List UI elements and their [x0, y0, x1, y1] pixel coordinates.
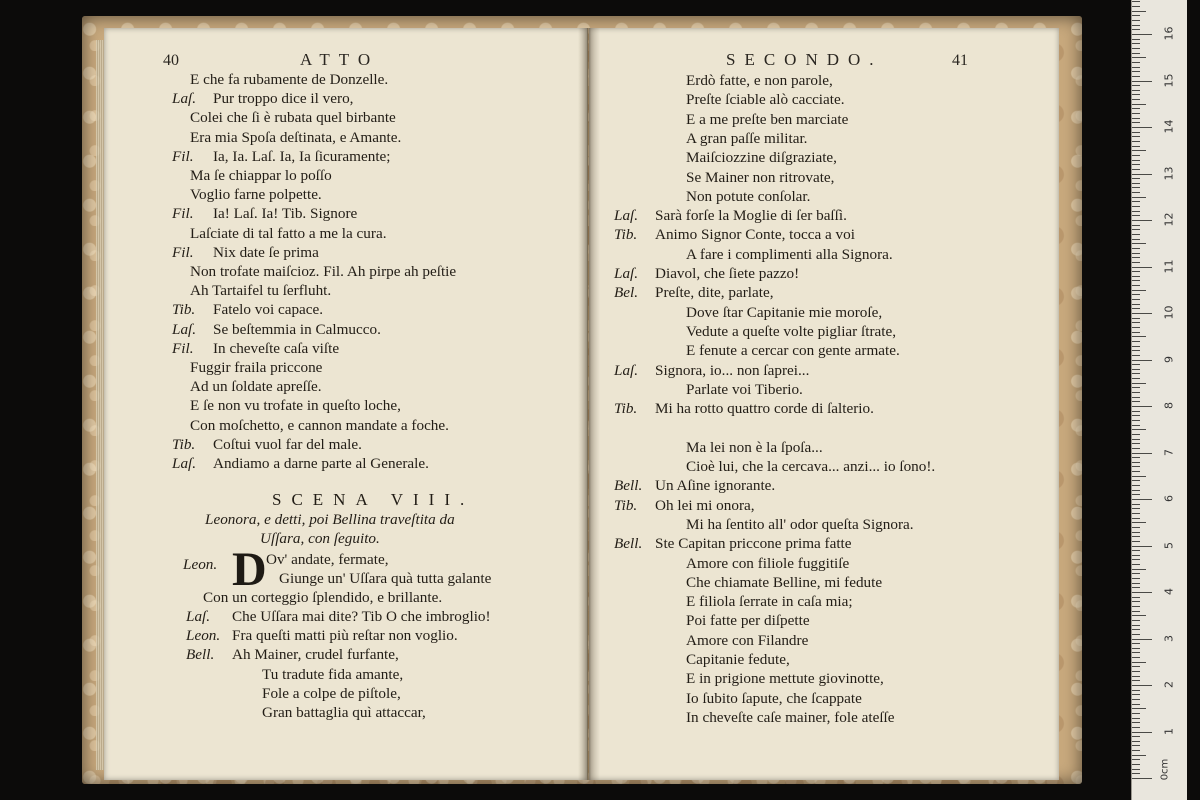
- ruler-tick: [1132, 48, 1140, 49]
- verse-line: Preſte, dite, parlate,: [655, 284, 774, 302]
- speaker-label: Fil.: [172, 243, 194, 261]
- ruler-tick: [1132, 508, 1140, 509]
- ruler-tick: [1132, 499, 1152, 500]
- verse-line: Gran battaglia quì attaccar,: [262, 704, 426, 721]
- ruler-tick: [1132, 406, 1152, 407]
- ruler-tick: [1132, 443, 1140, 444]
- ruler-tick: [1132, 164, 1140, 165]
- ruler-tick: [1132, 71, 1140, 72]
- verse-line: Sarà forſe la Moglie di ſer baſſì.: [655, 207, 847, 225]
- ruler-tick: [1132, 304, 1140, 305]
- ruler-number: 10: [1162, 305, 1176, 320]
- speaker-label: Fil.: [172, 147, 194, 165]
- verse-line: Andiamo a darne parte al Generale.: [213, 455, 429, 472]
- verse-line: Colei che ſi è rubata quel birbante: [190, 109, 396, 127]
- ruler-tick: [1132, 243, 1146, 244]
- ruler-tick: [1132, 104, 1146, 105]
- ruler-tick: [1132, 415, 1140, 416]
- left-page-number: 40: [163, 52, 179, 69]
- ruler-tick: [1132, 318, 1140, 319]
- verse-line: Con moſchetto, e cannon mandate a foche.: [190, 416, 449, 434]
- verse-line: Fatelo voi capace.: [213, 301, 324, 319]
- ruler-tick: [1132, 174, 1152, 175]
- verse-line: E ſe non vu trofate in queſto loche,: [190, 397, 401, 415]
- ruler-tick: [1132, 569, 1146, 570]
- leon-speaker: Leon.: [183, 556, 218, 573]
- ruler-tick: [1132, 425, 1140, 426]
- ruler-tick: [1132, 146, 1140, 147]
- ruler-tick: [1132, 429, 1146, 430]
- right-page-header: SECONDO.: [726, 50, 883, 69]
- ruler-tick: [1132, 122, 1140, 123]
- verse-line: Ma ſe chiappar lo poſſo: [190, 167, 332, 184]
- ruler-tick: [1132, 313, 1152, 314]
- ruler-tick: [1132, 485, 1140, 486]
- ruler-tick: [1132, 53, 1140, 54]
- ruler-tick: [1132, 573, 1140, 574]
- ruler-number: 6: [1162, 495, 1176, 502]
- ruler-tick: [1132, 108, 1140, 109]
- verse-line: Capitanie fedute,: [686, 651, 790, 668]
- ruler-tick: [1132, 718, 1140, 719]
- verse-line: Se beſtemmia in Calmucco.: [213, 320, 381, 338]
- ruler-tick: [1132, 94, 1140, 95]
- ruler-number: 8: [1162, 402, 1176, 409]
- ruler-tick: [1132, 39, 1140, 40]
- scene-description-1: Leonora, e detti, poi Bellina traveſtita da: [205, 511, 455, 528]
- measurement-ruler: [1131, 0, 1187, 800]
- ruler-tick: [1132, 536, 1140, 537]
- ruler-tick: [1132, 150, 1146, 151]
- ruler-tick: [1132, 29, 1140, 30]
- ruler-tick: [1132, 708, 1146, 709]
- ruler-tick: [1132, 85, 1140, 86]
- ruler-tick: [1132, 43, 1140, 44]
- ruler-tick: [1132, 639, 1152, 640]
- verse-line: Amore con filiole fuggitiſe: [686, 554, 850, 572]
- verse-line: Signora, io... non ſaprei...: [655, 361, 810, 379]
- ruler-tick: [1132, 666, 1140, 667]
- right-page-number: 41: [952, 52, 968, 69]
- ruler-tick: [1132, 620, 1140, 621]
- verse-line: Erdò fatte, e non parole,: [686, 72, 833, 89]
- speaker-label: Tib.: [614, 496, 638, 514]
- ruler-tick: [1132, 141, 1140, 142]
- ruler-tick: [1132, 448, 1140, 449]
- verse-line: Laſciate di tal fatto a me la cura.: [190, 224, 387, 242]
- ruler-tick: [1132, 541, 1140, 542]
- verse-line: Ste Capitan priccone prima fatte: [655, 535, 852, 553]
- ruler-tick: [1132, 132, 1140, 133]
- ruler-tick: [1132, 420, 1140, 421]
- ruler-tick: [1132, 518, 1140, 519]
- ruler-tick: [1132, 155, 1140, 156]
- ruler-tick: [1132, 643, 1140, 644]
- ruler-number: 7: [1162, 448, 1176, 456]
- verse-line: Ad un ſoldate apreſſe.: [190, 378, 322, 396]
- ruler-tick: [1132, 76, 1140, 77]
- ruler-tick: [1132, 462, 1140, 463]
- ruler-tick: [1132, 597, 1140, 598]
- ruler-tick: [1132, 280, 1140, 281]
- ruler-tick: [1132, 160, 1140, 161]
- ruler-tick: [1132, 392, 1140, 393]
- verse-line: Ah Tartaifel tu ſerfluht.: [190, 282, 332, 300]
- ruler-tick: [1132, 634, 1140, 635]
- ruler-tick: [1132, 360, 1152, 361]
- verse-line: Dove ſtar Capitanie mie moroſe,: [686, 303, 883, 321]
- verse-line: E a me preſte ben marciate: [686, 110, 849, 128]
- ruler-tick: [1132, 267, 1152, 268]
- ruler-number: 5: [1162, 541, 1176, 549]
- verse-line: A fare i complimenti alla Signora.: [686, 245, 893, 263]
- ruler-tick: [1132, 513, 1140, 514]
- left-page-header: ATTO: [300, 50, 380, 69]
- ruler-tick: [1132, 592, 1152, 593]
- ruler-number: 13: [1162, 166, 1176, 180]
- speaker-label: Fil.: [172, 339, 194, 357]
- speaker-label: Bell.: [186, 646, 215, 664]
- verse-line: E che fa rubamente de Donzelle.: [190, 71, 389, 88]
- ruler-tick: [1132, 387, 1140, 388]
- ruler-tick: [1132, 373, 1140, 374]
- ruler-tick: [1132, 648, 1140, 649]
- ruler-tick: [1132, 239, 1140, 240]
- ruler-tick: [1132, 722, 1140, 723]
- ruler-tick: [1132, 127, 1152, 128]
- speaker-label: Bell.: [614, 477, 643, 495]
- ruler-tick: [1132, 471, 1140, 472]
- ruler-tick: [1132, 206, 1140, 207]
- verse-line: Fuggir fraila priccone: [190, 359, 323, 376]
- ruler-tick: [1132, 34, 1152, 35]
- ruler-tick: [1132, 764, 1140, 765]
- drop-cap: D: [232, 543, 267, 596]
- ruler-tick: [1132, 629, 1140, 630]
- ruler-tick: [1132, 350, 1140, 351]
- ruler-tick: [1132, 527, 1140, 528]
- ruler-tick: [1132, 57, 1146, 58]
- verse-line: Tu tradute fida amante,: [262, 665, 404, 683]
- ruler-tick: [1132, 20, 1140, 21]
- verse-line: Poi fatte per diſpette: [686, 612, 810, 630]
- verse-line: Non trofate maiſcioz. Fil. Ah pirpe ah peſtie: [190, 263, 457, 280]
- ruler-tick: [1132, 276, 1140, 277]
- ruler-tick: [1132, 625, 1140, 626]
- speaker-label: Tib.: [172, 435, 196, 453]
- ruler-tick: [1132, 183, 1140, 184]
- verse-line: Animo Signor Conte, tocca a voi: [655, 226, 855, 244]
- speaker-label: Laſ.: [614, 207, 639, 225]
- ruler-tick: [1132, 680, 1140, 681]
- ruler-tick: [1132, 583, 1140, 584]
- ruler-tick: [1132, 6, 1140, 7]
- verse-line: Non potute conſolar.: [686, 187, 811, 205]
- ruler-tick: [1132, 439, 1140, 440]
- verse-line: Mi ha rotto quattro corde di ſalterio.: [655, 400, 874, 418]
- verse-line: Se Mainer non ritrovate,: [686, 168, 835, 186]
- ruler-tick: [1132, 532, 1140, 533]
- verse-line: Pur troppo dice il vero,: [213, 90, 354, 108]
- ruler-tick: [1132, 601, 1140, 602]
- ruler-tick: [1132, 290, 1146, 291]
- ruler-tick: [1132, 611, 1140, 612]
- ruler-tick: [1132, 369, 1140, 370]
- speaker-label: Bell.: [614, 535, 643, 553]
- verse-line: In cheveſte caſe mainer, fole ateſſe: [686, 708, 895, 726]
- ruler-tick: [1132, 769, 1140, 770]
- ruler-tick: [1132, 211, 1140, 212]
- ruler-tick: [1132, 411, 1140, 412]
- ruler-tick: [1132, 169, 1140, 170]
- ruler-tick: [1132, 15, 1140, 16]
- ruler-tick: [1132, 522, 1146, 523]
- ruler-tick: [1132, 187, 1140, 188]
- ruler-tick: [1132, 750, 1140, 751]
- verse-line: Io ſubito ſapute, che ſcappate: [686, 689, 862, 707]
- verse-line: In cheveſte caſa viſte: [213, 339, 340, 357]
- verse-line: Diavol, che ſiete pazzo!: [655, 265, 800, 282]
- ruler-tick: [1132, 62, 1140, 63]
- speaker-label: Laſ.: [172, 90, 197, 108]
- ruler-tick: [1132, 113, 1140, 114]
- verse-line: Nix date ſe prima: [213, 243, 319, 261]
- verse-line: Era mia Spoſa deſtinata, e Amante.: [190, 128, 402, 146]
- ruler-tick: [1132, 257, 1140, 258]
- ruler-tick: [1132, 564, 1140, 565]
- speaker-label: Tib.: [614, 226, 638, 244]
- ruler-tick: [1132, 378, 1140, 379]
- ruler-tick: [1132, 676, 1140, 677]
- ruler-tick: [1132, 662, 1146, 663]
- ruler-tick: [1132, 671, 1140, 672]
- ruler-tick: [1132, 118, 1140, 119]
- ruler-tick: [1132, 215, 1140, 216]
- speaker-label: Bel.: [614, 284, 639, 302]
- ruler-tick: [1132, 694, 1140, 695]
- ruler-tick: [1132, 652, 1140, 653]
- verse-line: Che chiamate Belline, mi fedute: [686, 573, 883, 591]
- verse-line: Parlate voi Tiberio.: [686, 380, 803, 398]
- ruler-tick: [1132, 727, 1140, 728]
- scene-description-2: Uſſara, con ſeguito.: [260, 530, 380, 547]
- ruler-number: 9: [1162, 355, 1176, 363]
- ruler-tick: [1132, 480, 1140, 481]
- ruler-tick: [1132, 690, 1140, 691]
- verse-line: Cioè lui, che la cercava... anzi... io ſono!.: [686, 458, 936, 475]
- verse-line: E filiola ſerrate in caſa mia;: [686, 593, 853, 611]
- verse-line: Amore con Filandre: [686, 631, 809, 649]
- ruler-tick: [1132, 657, 1140, 658]
- ruler-tick: [1132, 299, 1140, 300]
- ruler-tick: [1132, 253, 1140, 254]
- ruler-tick: [1132, 262, 1140, 263]
- ruler-tick: [1132, 234, 1140, 235]
- ruler-tick: [1132, 332, 1140, 333]
- ruler-tick: [1132, 466, 1140, 467]
- ruler-tick: [1132, 550, 1140, 551]
- ruler-tick: [1132, 685, 1152, 686]
- leon-line-1: Ov' andate, fermate,: [266, 551, 389, 568]
- speaker-label: Laſ.: [186, 608, 211, 625]
- ruler-tick: [1132, 704, 1140, 705]
- ruler-tick: [1132, 745, 1140, 746]
- ruler-tick: [1132, 1, 1140, 2]
- ruler-tick: [1132, 759, 1140, 760]
- verse-line: Fole a colpe de piſtole,: [262, 684, 401, 702]
- ruler-tick: [1132, 225, 1140, 226]
- ruler-tick: [1132, 555, 1140, 556]
- ruler-number: 12: [1162, 212, 1176, 227]
- ruler-tick: [1132, 457, 1140, 458]
- ruler-number: 2: [1162, 681, 1176, 688]
- ruler-tick: [1132, 453, 1152, 454]
- speaker-label: Fil.: [172, 205, 194, 223]
- ruler-tick: [1132, 336, 1146, 337]
- leon-line-3: Con un corteggio ſplendido, e brillante.: [203, 589, 443, 606]
- ruler-tick: [1132, 397, 1140, 398]
- ruler-tick: [1132, 90, 1140, 91]
- ruler-tick: [1132, 192, 1140, 193]
- scene-title: SCENA VIII.: [272, 490, 475, 509]
- ruler-tick: [1132, 341, 1140, 342]
- verse-line: Oh lei mi onora,: [655, 496, 755, 514]
- ruler-tick: [1132, 178, 1140, 179]
- ruler-tick: [1132, 308, 1140, 309]
- ruler-tick: [1132, 732, 1152, 733]
- ruler-tick: [1132, 229, 1140, 230]
- verse-line: Mi ha ſentito all' odor queſta Signora.: [686, 515, 914, 533]
- speaker-label: Laſ.: [172, 455, 197, 472]
- verse-line: Ia! Laſ. Ia! Tib. Signore: [213, 205, 358, 223]
- verse-line: Un Aſine ignorante.: [655, 477, 776, 495]
- verse-line: Ah Mainer, crudel furfante,: [232, 646, 399, 664]
- verse-line: Ma lei non è la ſpoſa...: [686, 438, 823, 456]
- ruler-tick: [1132, 322, 1140, 323]
- speaker-label: Leon.: [186, 627, 221, 645]
- ruler-tick: [1132, 294, 1140, 295]
- ruler-tick: [1132, 67, 1140, 68]
- ruler-number: 14: [1162, 119, 1176, 134]
- ruler-unit-label: 0cm: [1159, 758, 1171, 781]
- verse-line: Che Uſſara mai dite? Tib O che imbroglio!: [232, 608, 491, 625]
- ruler-tick: [1132, 197, 1146, 198]
- verse-line: Coſtui vuol far del male.: [213, 435, 362, 453]
- verse-line: Preſte ſciable alò cacciate.: [686, 91, 845, 109]
- ruler-number: 15: [1162, 73, 1176, 87]
- verse-line: Fra queſti matti più reſtar non voglio.: [232, 627, 458, 645]
- verse-line: Vedute a queſte volte pigliar ſtrate,: [686, 322, 897, 340]
- ruler-tick: [1132, 755, 1146, 756]
- verse-line: E fenute a cercar con gente armate.: [686, 342, 900, 360]
- book-gutter: [578, 28, 600, 780]
- ruler-tick: [1132, 201, 1140, 202]
- ruler-tick: [1132, 327, 1140, 328]
- ruler-tick: [1132, 401, 1140, 402]
- ruler-tick: [1132, 346, 1140, 347]
- speaker-label: Tib.: [614, 400, 638, 418]
- ruler-number: 4: [1162, 588, 1176, 595]
- ruler-tick: [1132, 364, 1140, 365]
- speaker-label: Laſ.: [614, 265, 639, 282]
- ruler-tick: [1132, 25, 1140, 26]
- ruler-number: 1: [1162, 727, 1176, 735]
- ruler-tick: [1132, 741, 1140, 742]
- ruler-tick: [1132, 383, 1146, 384]
- ruler-tick: [1132, 736, 1140, 737]
- ruler-tick: [1132, 271, 1140, 272]
- leon-line-2: Giunge un' Uſſara quà tutta galante: [279, 570, 492, 587]
- ruler-tick: [1132, 490, 1140, 491]
- speaker-label: Laſ.: [614, 361, 639, 379]
- ruler-tick: [1132, 494, 1140, 495]
- ruler-number: 16: [1162, 26, 1176, 41]
- ruler-tick: [1132, 559, 1140, 560]
- ruler-tick: [1132, 546, 1152, 547]
- ruler-tick: [1132, 99, 1140, 100]
- ruler-tick: [1132, 136, 1140, 137]
- verse-line: E in prigione mettute giovinotte,: [686, 670, 884, 688]
- ruler-tick: [1132, 773, 1140, 774]
- verse-line: Voglio farne polpette.: [190, 186, 322, 204]
- ruler-tick: [1132, 434, 1140, 435]
- ruler-tick: [1132, 615, 1146, 616]
- ruler-tick: [1132, 587, 1140, 588]
- ruler-tick: [1132, 713, 1140, 714]
- ruler-number: 11: [1162, 259, 1176, 273]
- ruler-tick: [1132, 606, 1140, 607]
- ruler-tick: [1132, 476, 1146, 477]
- ruler-tick: [1132, 248, 1140, 249]
- ruler-tick: [1132, 355, 1140, 356]
- speaker-label: Laſ.: [172, 320, 197, 338]
- ruler-tick: [1132, 220, 1152, 221]
- ruler-tick: [1132, 699, 1140, 700]
- ruler-tick: [1132, 81, 1152, 82]
- ruler-tick: [1132, 504, 1140, 505]
- speaker-label: Tib.: [172, 301, 196, 319]
- verse-line: A gran paſſe militar.: [686, 129, 808, 147]
- ruler-tick: [1132, 578, 1140, 579]
- ruler-tick: [1132, 11, 1146, 12]
- ruler-tick: [1132, 778, 1152, 779]
- ruler-number: 3: [1162, 634, 1176, 642]
- ruler-tick: [1132, 285, 1140, 286]
- verse-line: Maiſciozzine diſgraziate,: [686, 149, 837, 167]
- verse-line: Ia, Ia. Laſ. Ia, Ia ſicuramente;: [213, 147, 391, 165]
